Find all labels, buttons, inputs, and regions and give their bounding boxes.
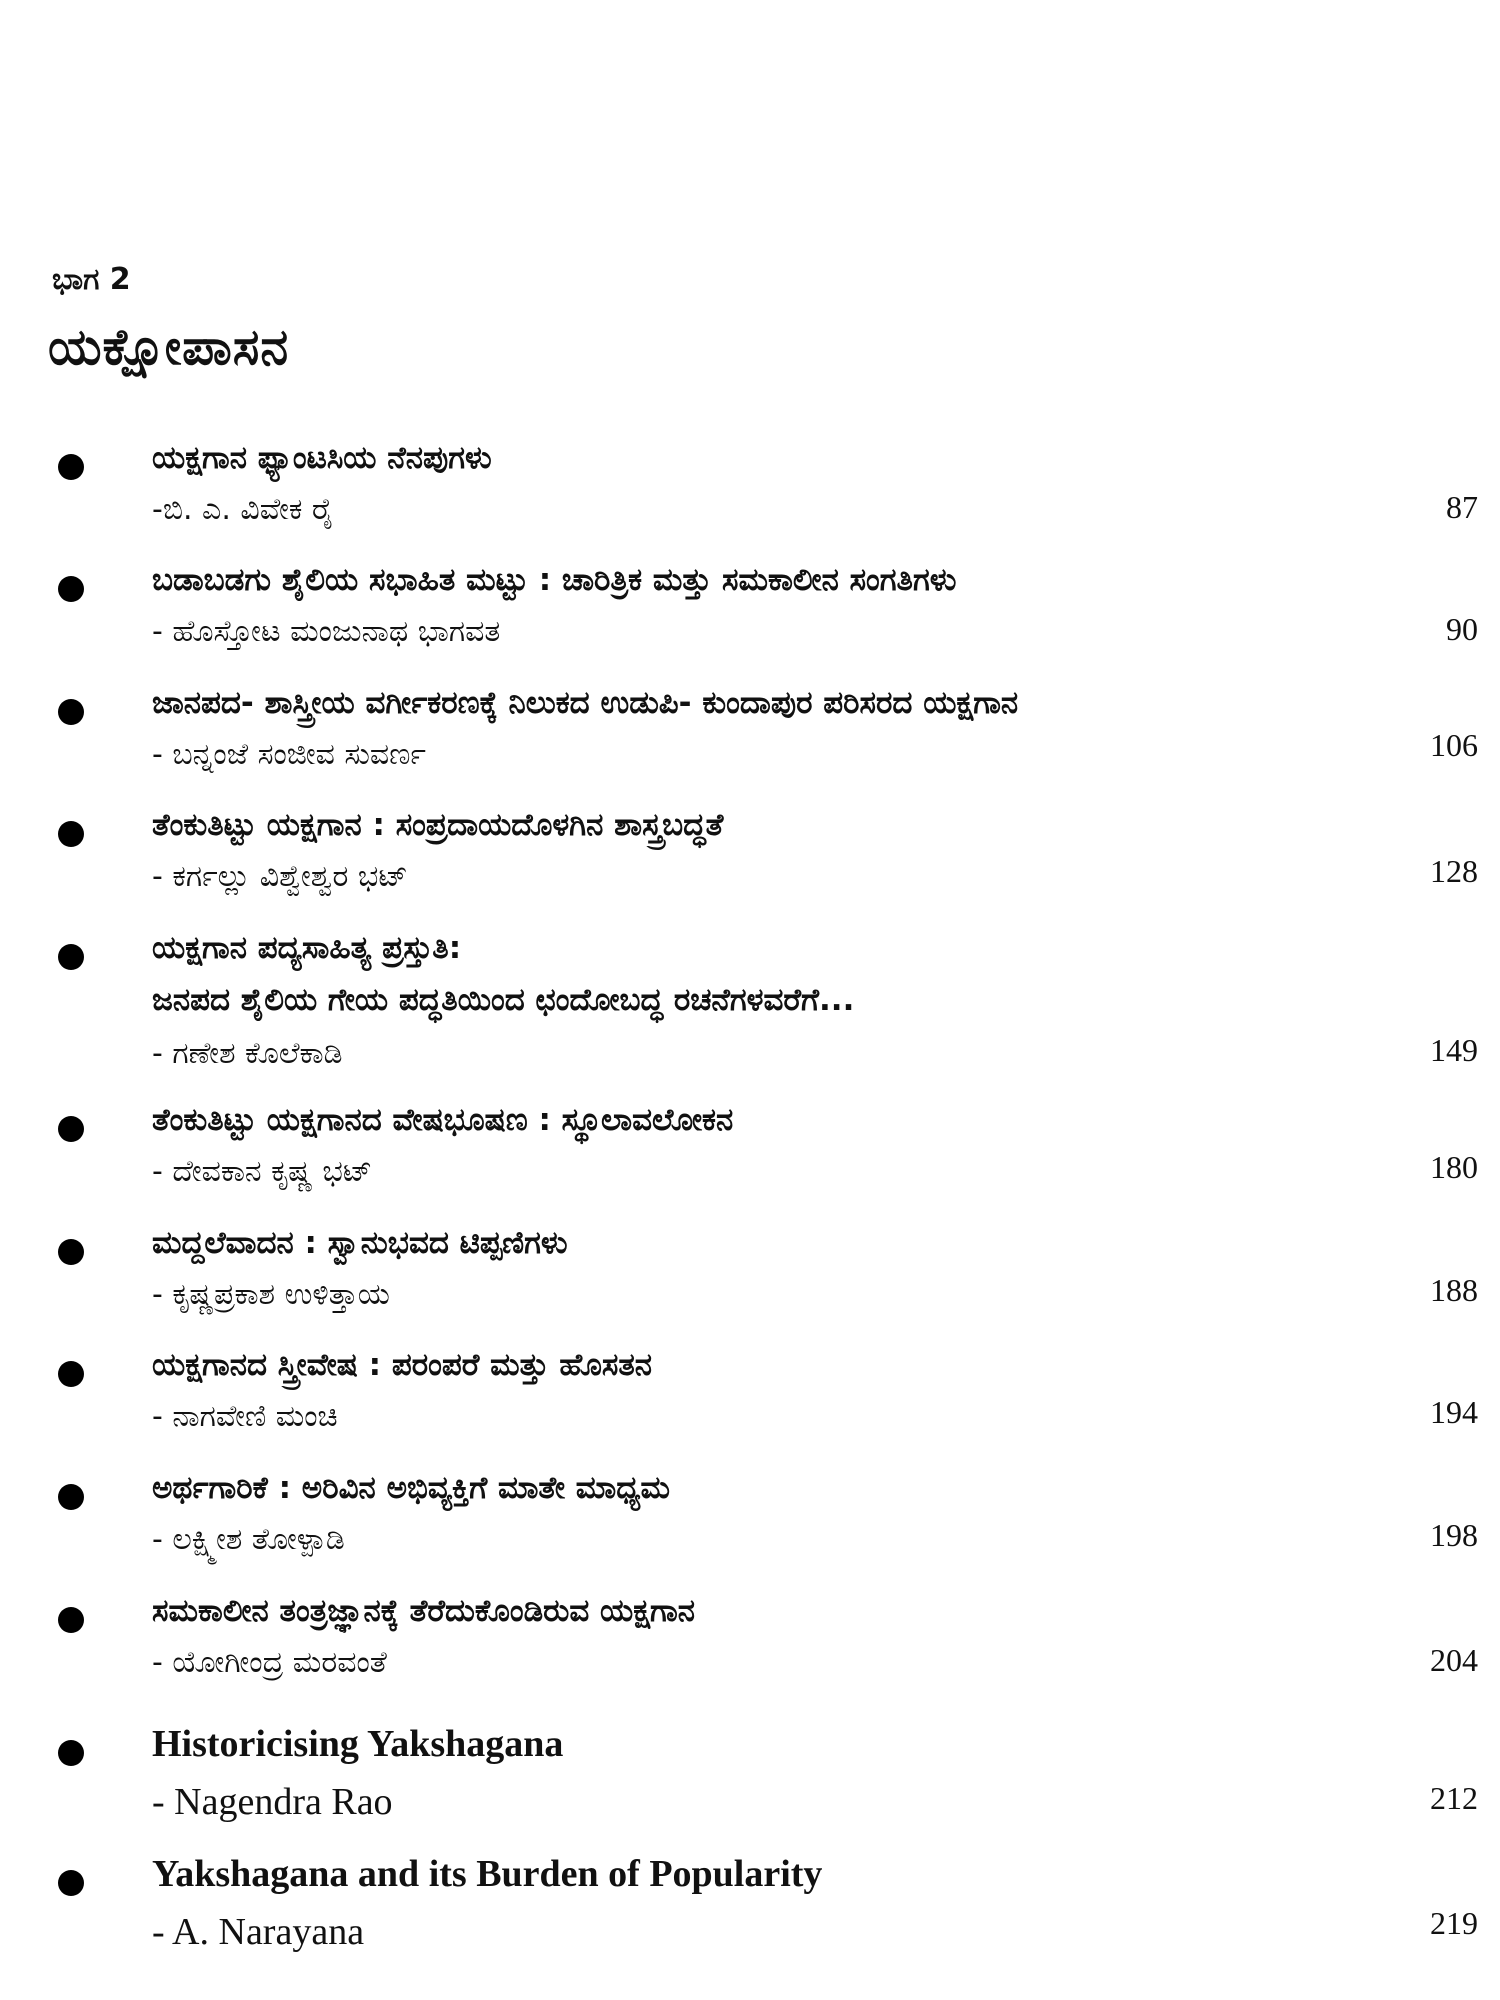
entry-page-number: 212	[1430, 1780, 1478, 1816]
entry-author: -ಬಿ. ಎ. ವಿವೇಕ ರೈ	[152, 492, 334, 527]
entry-title: Yakshagana and its Burden of Popularity	[152, 1853, 823, 1895]
entry-title: ಯಕ್ಷಗಾನದ ಸ್ತ್ರೀವೇಷ : ಪರಂಪರೆ ಮತ್ತು ಹೊಸತನ	[152, 1347, 652, 1383]
bullet-icon	[58, 821, 84, 847]
entry-author: - ಲಕ್ಷ್ಮೀಶ ತೋಳ್ಪಾಡಿ	[152, 1522, 345, 1557]
entry-author: - Nagendra Rao	[152, 1781, 393, 1823]
part-label: ಭಾಗ 2	[52, 262, 131, 297]
entry-author: - A. Narayana	[152, 1911, 365, 1953]
entry-title: ಅರ್ಥಗಾರಿಕೆ : ಅರಿವಿನ ಅಭಿವ್ಯಕ್ತಿಗೆ ಮಾತೇ ಮಾಧ್ಯಮ	[152, 1470, 670, 1506]
entry-title: ಯಕ್ಷಗಾನ ಪದ್ಯಸಾಹಿತ್ಯ ಪ್ರಸ್ತುತಿ:	[152, 930, 462, 966]
entry-author: - ನಾಗವೇಣಿ ಮಂಚಿ	[152, 1399, 338, 1434]
bullet-icon	[58, 1239, 84, 1265]
bullet-icon	[58, 1607, 84, 1633]
entry-author: - ಕರ್ಗಲ್ಲು ವಿಶ್ವೇಶ್ವರ ಭಟ್	[152, 859, 408, 894]
bullet-icon	[58, 1116, 84, 1142]
entry-author: - ಬನ್ನಂಜೆ ಸಂಜೀವ ಸುವರ್ಣ	[152, 737, 426, 772]
bullet-icon	[58, 699, 84, 725]
entry-page-number: 128	[1430, 853, 1478, 889]
entry-page-number: 106	[1430, 727, 1478, 763]
entry-title: ಸಮಕಾಲೀನ ತಂತ್ರಜ್ಞಾನಕ್ಕೆ ತೆರೆದುಕೊಂಡಿರುವ ಯಕ್ಷಗಾನ	[152, 1593, 696, 1629]
entry-author: - ಕೃಷ್ಣಪ್ರಕಾಶ ಉಳಿತ್ತಾಯ	[152, 1277, 390, 1312]
entry-author: - ದೇವಕಾನ ಕೃಷ್ಣ ಭಟ್	[152, 1154, 373, 1189]
entry-title: ತೆಂಕುತಿಟ್ಟು ಯಕ್ಷಗಾನ : ಸಂಪ್ರದಾಯದೊಳಗಿನ ಶಾಸ್ತ್ರಬದ್ಧತೆ	[152, 807, 724, 843]
entry-page-number: 188	[1430, 1272, 1478, 1308]
part-title: ಯಕ್ಷೋಪಾಸನ	[48, 318, 290, 376]
bullet-icon	[58, 1484, 84, 1510]
entry-page-number: 180	[1430, 1149, 1478, 1185]
entry-title-continuation: ಜನಪದ ಶೈಲಿಯ ಗೇಯ ಪದ್ಧತಿಯಿಂದ ಛಂದೋಬದ್ಧ ರಚನೆಗಳವರೆಗೆ...	[152, 982, 855, 1018]
bullet-icon	[58, 576, 84, 602]
bullet-icon	[58, 944, 84, 970]
entry-page-number: 149	[1430, 1032, 1478, 1068]
entry-title: ಜಾನಪದ- ಶಾಸ್ತ್ರೀಯ ವರ್ಗೀಕರಣಕ್ಕೆ ನಿಲುಕದ ಉಡುಪಿ- ಕುಂದಾಪುರ ಪರಿಸರದ ಯಕ್ಷಗಾನ	[152, 685, 1019, 721]
bullet-icon	[58, 1870, 84, 1896]
entry-author: - ಯೋಗೀಂದ್ರ ಮರವಂತೆ	[152, 1645, 387, 1680]
entry-title: ಮದ್ದಲೆವಾದನ : ಸ್ವಾನುಭವದ ಟಿಪ್ಪಣಿಗಳು	[152, 1225, 568, 1261]
entry-title: ಯಕ್ಷಗಾನ ಫ್ಯಾಂಟಸಿಯ ನೆನಪುಗಳು	[152, 440, 492, 476]
entry-page-number: 204	[1430, 1642, 1478, 1678]
entry-title: Historicising Yakshagana	[152, 1723, 564, 1765]
entry-title: ತೆಂಕುತಿಟ್ಟು ಯಕ್ಷಗಾನದ ವೇಷಭೂಷಣ : ಸ್ಥೂಲಾವಲೋಕನ	[152, 1102, 734, 1138]
bullet-icon	[58, 1361, 84, 1387]
entry-author: - ಹೊಸ್ತೋಟ ಮಂಜುನಾಥ ಭಾಗವತ	[152, 614, 501, 649]
entry-author: - ಗಣೇಶ ಕೊಲೆಕಾಡಿ	[152, 1036, 343, 1071]
entry-page-number: 219	[1430, 1905, 1478, 1941]
entry-page-number: 194	[1430, 1394, 1478, 1430]
entry-page-number: 198	[1430, 1517, 1478, 1553]
entry-title: ಬಡಾಬಡಗು ಶೈಲಿಯ ಸಭಾಹಿತ ಮಟ್ಟು : ಚಾರಿತ್ರಿಕ ಮತ್ತು ಸಮಕಾಲೀನ ಸಂಗತಿಗಳು	[152, 562, 957, 598]
bullet-icon	[58, 1740, 84, 1766]
entry-page-number: 87	[1446, 489, 1478, 525]
entry-page-number: 90	[1446, 611, 1478, 647]
bullet-icon	[58, 454, 84, 480]
